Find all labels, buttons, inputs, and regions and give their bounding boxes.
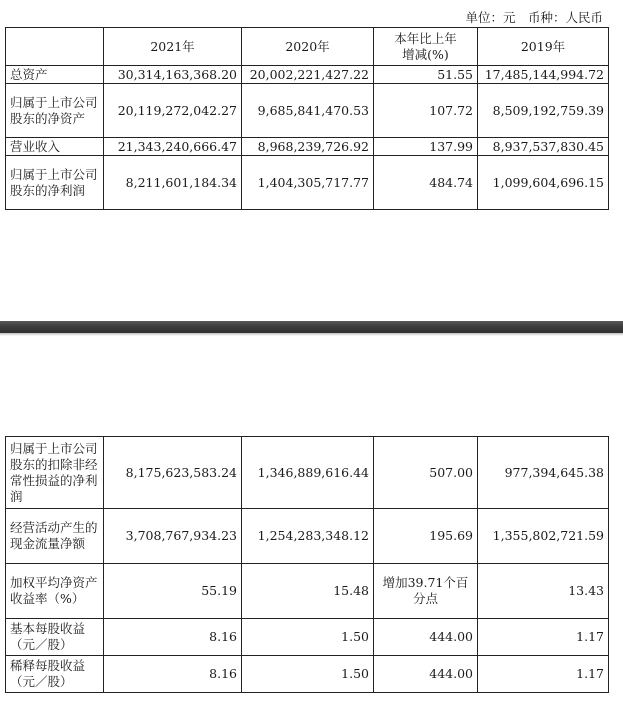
value-2019: 17,485,144,994.72 [478,66,609,84]
value-2019: 1.17 [478,619,609,656]
table-row [6,66,609,84]
value-change: 137.99 [374,138,478,156]
header-2019: 2019年 [478,28,609,66]
value-change: 195.69 [374,509,478,564]
value-change: 51.55 [374,66,478,84]
header-2021: 2021年 [104,28,242,66]
value-2021: 8.16 [104,619,242,656]
value-change: 484.74 [374,156,478,210]
row-label: 归属于上市公司股东的净资产 [6,84,104,138]
value-2020: 9,685,841,470.53 [242,84,374,138]
value-2019: 8,509,192,759.39 [478,84,609,138]
table-row [6,156,609,210]
value-2020: 1,346,889,616.44 [242,437,374,509]
financial-table-bottom [5,436,609,693]
value-2020: 20,002,221,427.22 [242,66,374,84]
value-2021: 20,119,272,042.27 [104,84,242,138]
header-2020: 2020年 [242,28,374,66]
value-2021: 8.16 [104,656,242,693]
value-2021: 21,343,240,666.47 [104,138,242,156]
value-change: 444.00 [374,619,478,656]
value-change: 107.72 [374,84,478,138]
row-label: 营业收入 [6,138,104,156]
table-row [6,138,609,156]
row-label: 总资产 [6,66,104,84]
row-label: 归属于上市公司股东的净利润 [6,156,104,210]
value-2020: 1,404,305,717.77 [242,156,374,210]
value-2021: 8,211,601,184.34 [104,156,242,210]
table-row [6,509,609,564]
value-2019: 1,099,604,696.15 [478,156,609,210]
page-separator-shadow [0,333,623,336]
value-2020: 1.50 [242,656,374,693]
header-change: 本年比上年 增减(%) [374,28,478,66]
unit-currency-note: 单位：元 币种：人民币 [465,10,603,25]
value-change: 444.00 [374,656,478,693]
value-change: 507.00 [374,437,478,509]
value-2020: 1,254,283,348.12 [242,509,374,564]
value-2019: 8,937,537,830.45 [478,138,609,156]
value-2021: 30,314,163,368.20 [104,66,242,84]
table-row [6,619,609,656]
value-2021: 55.19 [104,564,242,619]
value-2019: 1.17 [478,656,609,693]
page-separator [0,321,623,333]
value-2019: 977,394,645.38 [478,437,609,509]
row-label: 归属于上市公司股东的扣除非经常性损益的净利润 [6,437,104,509]
table-row [6,656,609,693]
value-change: 增加39.71个百分点 [374,564,478,619]
row-label: 加权平均净资产收益率（%） [6,564,104,619]
value-2019: 1,355,802,721.59 [478,509,609,564]
value-2021: 3,708,767,934.23 [104,509,242,564]
row-label: 经营活动产生的现金流量净额 [6,509,104,564]
header-label [6,28,104,66]
row-label: 基本每股收益（元／股） [6,619,104,656]
value-2021: 8,175,623,583.24 [104,437,242,509]
table-row [6,84,609,138]
header-row [6,28,609,66]
value-2019: 13.43 [478,564,609,619]
table-row [6,564,609,619]
value-2020: 8,968,239,726.92 [242,138,374,156]
value-2020: 15.48 [242,564,374,619]
row-label: 稀释每股收益（元／股） [6,656,104,693]
value-2020: 1.50 [242,619,374,656]
table-row [6,437,609,509]
financial-table-top [5,27,609,210]
